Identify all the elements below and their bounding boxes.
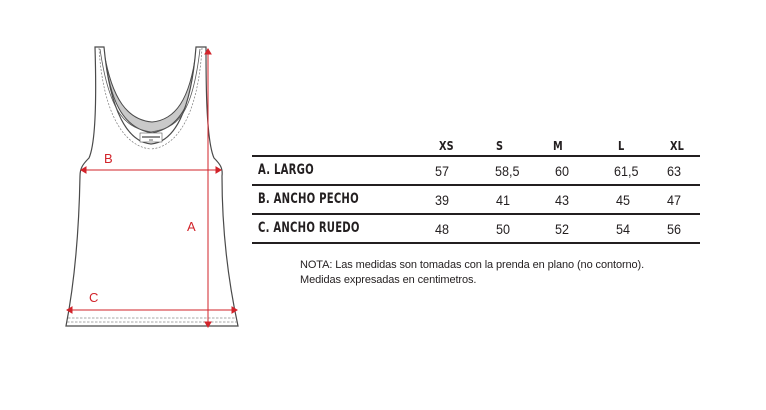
measure-label-c: C bbox=[89, 290, 99, 305]
cell-ruedo-xs: 48 bbox=[435, 221, 450, 237]
cell-ruedo-s: 50 bbox=[496, 221, 511, 237]
cell-ruedo-l: 54 bbox=[616, 221, 631, 237]
row-label-largo: A. LARGO bbox=[258, 162, 314, 178]
cell-pecho-xs: 39 bbox=[435, 192, 450, 208]
cell-largo-s: 58,5 bbox=[495, 163, 520, 179]
cell-pecho-xl: 47 bbox=[667, 192, 682, 208]
garment-outline bbox=[66, 47, 238, 326]
cell-pecho-m: 43 bbox=[555, 192, 570, 208]
header-s: S bbox=[496, 138, 504, 153]
header-m: M bbox=[553, 138, 563, 153]
table-row bbox=[252, 213, 700, 244]
cell-largo-l: 61,5 bbox=[614, 163, 639, 179]
table-row bbox=[252, 184, 700, 213]
table-row bbox=[252, 155, 700, 184]
table-header-row bbox=[252, 136, 700, 155]
cell-largo-xs: 57 bbox=[435, 163, 450, 179]
cell-ruedo-xl: 56 bbox=[667, 221, 682, 237]
measure-label-b: B bbox=[104, 151, 113, 166]
header-l: L bbox=[618, 138, 625, 153]
note-line-1: NOTA: Las medidas son tomadas con la prenda en plano (no contorno). bbox=[300, 259, 645, 271]
size-table bbox=[252, 136, 700, 244]
header-xs: XS bbox=[439, 138, 454, 153]
header-xl: XL bbox=[670, 138, 685, 153]
measure-label-a: A bbox=[187, 219, 196, 234]
cell-pecho-l: 45 bbox=[616, 192, 631, 208]
cell-largo-xl: 63 bbox=[667, 163, 682, 179]
cell-ruedo-m: 52 bbox=[555, 221, 570, 237]
note-line-2: Medidas expresadas en centimetros. bbox=[300, 274, 477, 286]
row-label-ancho-ruedo: C. ANCHO RUEDO bbox=[258, 220, 360, 236]
row-label-ancho-pecho: B. ANCHO PECHO bbox=[258, 191, 359, 207]
cell-pecho-s: 41 bbox=[496, 192, 511, 208]
cell-largo-m: 60 bbox=[555, 163, 570, 179]
